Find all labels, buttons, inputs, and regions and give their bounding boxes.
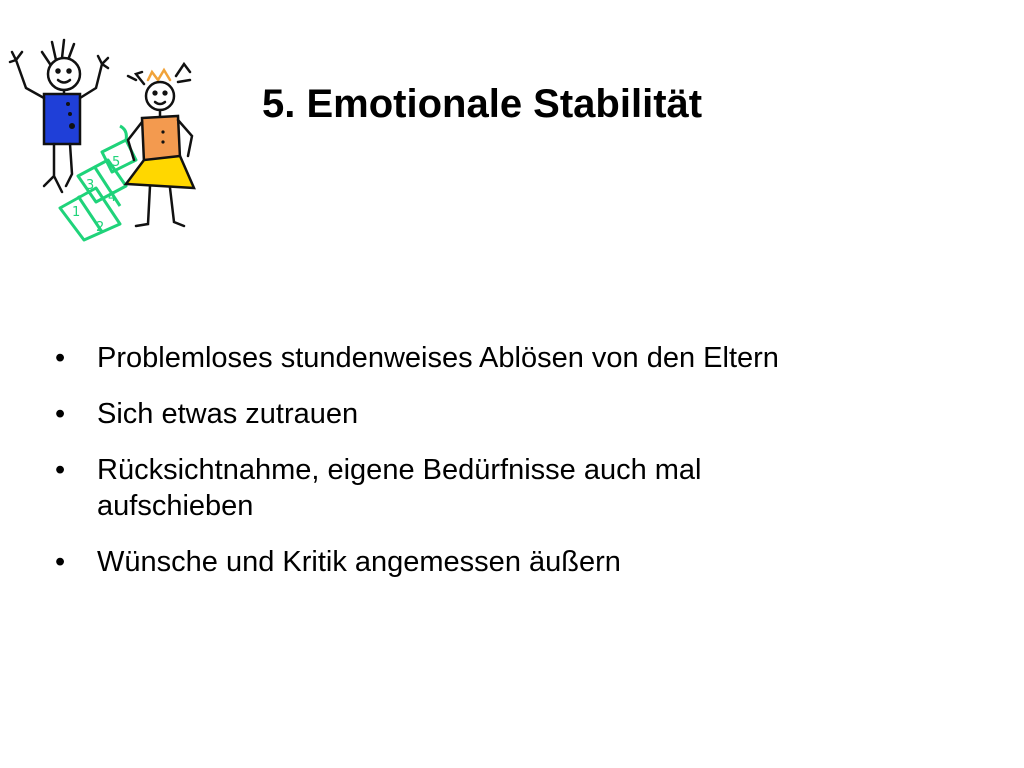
bullet-text: Sich etwas zutrauen bbox=[97, 398, 359, 430]
list-item bbox=[55, 340, 955, 376]
bullet-text: Problemloses stundenweises Ablösen von den Eltern bbox=[97, 342, 779, 374]
children-hopscotch-drawing-icon bbox=[8, 36, 208, 246]
bullet-icon: • bbox=[55, 454, 66, 486]
list-item bbox=[55, 452, 955, 524]
list-item bbox=[55, 396, 955, 432]
hopscotch-number-2: 2 bbox=[96, 220, 105, 235]
list-item bbox=[55, 544, 955, 580]
hopscotch-number-3: 3 bbox=[86, 178, 95, 193]
bullet-icon: • bbox=[55, 398, 66, 430]
hopscotch-number-4: 4 bbox=[108, 190, 117, 205]
girl-figure-icon bbox=[126, 64, 194, 226]
bullet-icon: • bbox=[55, 342, 66, 374]
bullet-icon: • bbox=[55, 546, 66, 578]
hopscotch-number-5: 5 bbox=[112, 155, 121, 170]
bullet-text: Wünsche und Kritik angemessen äußern bbox=[97, 546, 621, 578]
slide-title: 5. Emotionale Stabilität bbox=[262, 82, 703, 126]
bullet-text: Rücksichtnahme, eigene Bedürfnisse auch mal aufschieben bbox=[97, 454, 702, 522]
bullet-list bbox=[55, 340, 955, 600]
hopscotch-number-1: 1 bbox=[72, 205, 81, 220]
